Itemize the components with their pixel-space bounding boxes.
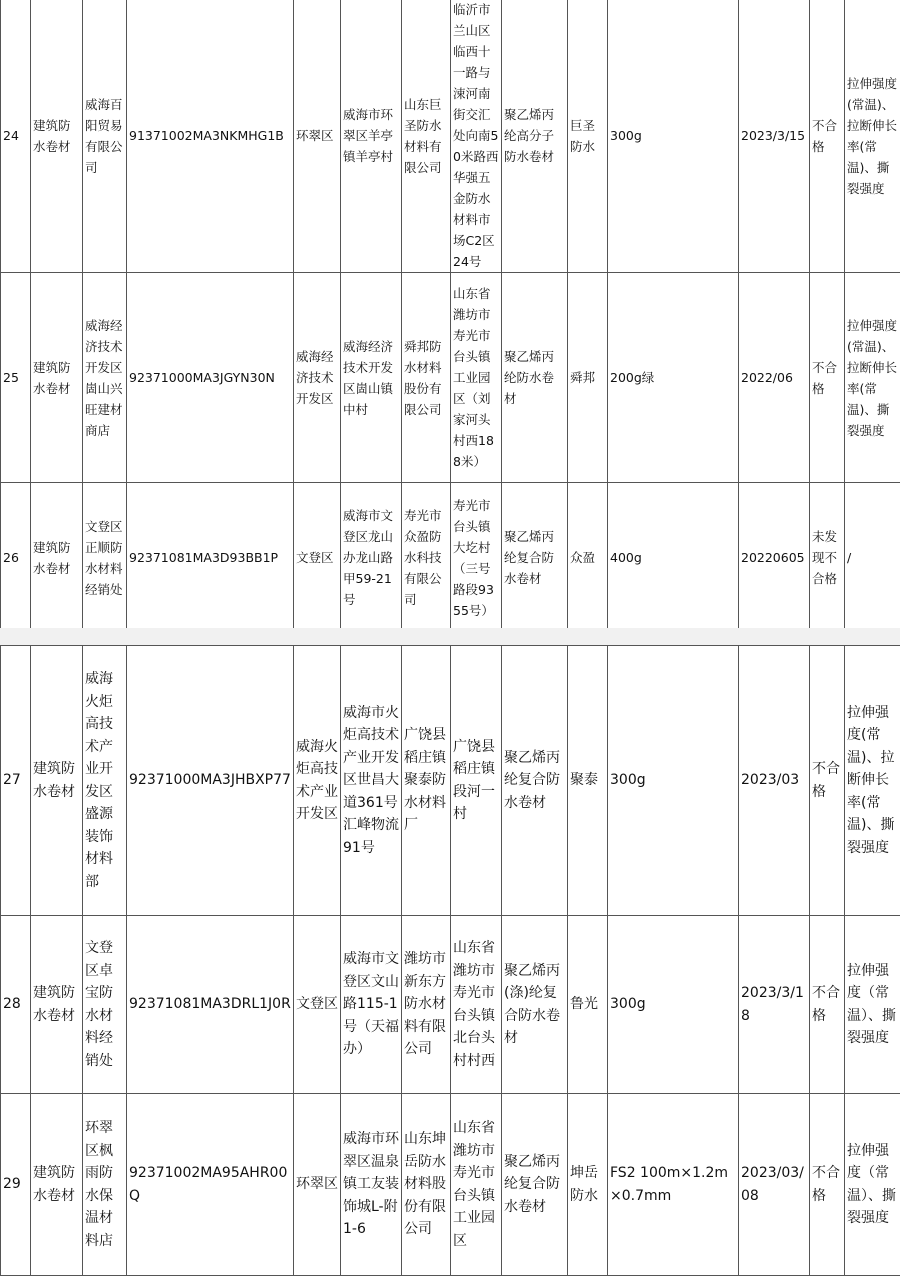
credit-code: 91371002MA3NKMHG1B bbox=[127, 0, 294, 273]
table-row bbox=[1, 483, 900, 633]
district: 文登区 bbox=[294, 483, 341, 633]
seller-name: 威海经济技术开发区崮山兴旺建材商店 bbox=[83, 273, 127, 483]
failed-items: 拉伸强度(常温)、拉断伸长率(常温)、撕裂强度 bbox=[845, 0, 900, 273]
product-category: 建筑防水卷材 bbox=[31, 0, 83, 273]
table-row bbox=[1, 0, 900, 273]
district: 环翠区 bbox=[294, 0, 341, 273]
test-result: 未发现不合格 bbox=[810, 483, 845, 633]
credit-code: 92371002MA95AHR00Q bbox=[127, 1094, 294, 1276]
test-result: 不合格 bbox=[810, 273, 845, 483]
district: 文登区 bbox=[294, 916, 341, 1094]
district: 威海经济技术开发区 bbox=[294, 273, 341, 483]
district: 威海火炬高技术产业开发区 bbox=[294, 646, 341, 916]
production-date: 2023/03/08 bbox=[739, 1094, 810, 1276]
row-number: 29 bbox=[1, 1094, 31, 1276]
brand: 舜邦 bbox=[568, 273, 608, 483]
table-row bbox=[1, 1094, 900, 1276]
production-date: 2022/06 bbox=[739, 273, 810, 483]
failed-items: 拉伸强度(常温)、拉断伸长率(常温)、撕裂强度 bbox=[845, 273, 900, 483]
specification: 300g bbox=[608, 646, 739, 916]
manufacturer-address: 广饶县稻庄镇段河一村 bbox=[451, 646, 502, 916]
seller-name: 文登区正顺防水材料经销处 bbox=[83, 483, 127, 633]
table-row bbox=[1, 273, 900, 483]
product-category: 建筑防水卷材 bbox=[31, 646, 83, 916]
manufacturer: 广饶县稻庄镇聚泰防水材料厂 bbox=[402, 646, 451, 916]
credit-code: 92371081MA3D93BB1P bbox=[127, 483, 294, 633]
test-result: 不合格 bbox=[810, 0, 845, 273]
product-name: 聚乙烯丙纶复合防水卷材 bbox=[502, 483, 568, 633]
row-number: 27 bbox=[1, 646, 31, 916]
product-category: 建筑防水卷材 bbox=[31, 483, 83, 633]
brand: 坤岳防水 bbox=[568, 1094, 608, 1276]
table-row bbox=[1, 916, 900, 1094]
seller-name: 威海火炬高技术产业开发区盛源装饰材料部 bbox=[83, 646, 127, 916]
seller-address: 威海经济技术开发区崮山镇中村 bbox=[341, 273, 402, 483]
row-number: 28 bbox=[1, 916, 31, 1094]
product-name: 聚乙烯丙(涤)纶复合防水卷材 bbox=[502, 916, 568, 1094]
page-gap bbox=[0, 628, 900, 645]
manufacturer: 山东巨圣防水材料有限公司 bbox=[402, 0, 451, 273]
row-number: 26 bbox=[1, 483, 31, 633]
product-name: 聚乙烯丙纶复合防水卷材 bbox=[502, 1094, 568, 1276]
row-number: 24 bbox=[1, 0, 31, 273]
production-date: 20220605 bbox=[739, 483, 810, 633]
manufacturer-address: 山东省潍坊市寿光市台头镇工业园区（刘家河头村西188米） bbox=[451, 273, 502, 483]
seller-address: 威海市火炬高技术产业开发区世昌大道361号汇峰物流91号 bbox=[341, 646, 402, 916]
manufacturer: 寿光市众盈防水科技有限公司 bbox=[402, 483, 451, 633]
brand: 聚泰 bbox=[568, 646, 608, 916]
seller-name: 威海百阳贸易有限公司 bbox=[83, 0, 127, 273]
failed-items: 拉伸强度(常温)、拉断伸长率(常温)、撕裂强度 bbox=[845, 646, 900, 916]
production-date: 2023/3/18 bbox=[739, 916, 810, 1094]
product-category: 建筑防水卷材 bbox=[31, 916, 83, 1094]
product-name: 聚乙烯丙纶复合防水卷材 bbox=[502, 646, 568, 916]
manufacturer: 潍坊市新东方防水材料有限公司 bbox=[402, 916, 451, 1094]
failed-items: / bbox=[845, 483, 900, 633]
product-category: 建筑防水卷材 bbox=[31, 273, 83, 483]
seller-address: 威海市环翠区羊亭镇羊亭村 bbox=[341, 0, 402, 273]
inspection-table-top bbox=[0, 0, 900, 633]
brand: 巨圣防水 bbox=[568, 0, 608, 273]
failed-items: 拉伸强度（常温）、撕裂强度 bbox=[845, 916, 900, 1094]
brand: 众盈 bbox=[568, 483, 608, 633]
production-date: 2023/3/15 bbox=[739, 0, 810, 273]
manufacturer-address: 临沂市兰山区临西十一路与涑河南街交汇处向南50米路西华强五金防水材料市场C2区24号 bbox=[451, 0, 502, 273]
inspection-table-bottom bbox=[0, 645, 900, 1276]
specification: 200g绿 bbox=[608, 273, 739, 483]
manufacturer-address: 山东省潍坊市寿光市台头镇北台头村村西 bbox=[451, 916, 502, 1094]
seller-name: 环翠区枫雨防水保温材料店 bbox=[83, 1094, 127, 1276]
brand: 鲁光 bbox=[568, 916, 608, 1094]
test-result: 不合格 bbox=[810, 646, 845, 916]
table-row bbox=[1, 646, 900, 916]
specification: 300g bbox=[608, 916, 739, 1094]
specification: 300g bbox=[608, 0, 739, 273]
credit-code: 92371000MA3JGYN30N bbox=[127, 273, 294, 483]
specification: 400g bbox=[608, 483, 739, 633]
manufacturer-address: 山东省潍坊市寿光市台头镇工业园区 bbox=[451, 1094, 502, 1276]
seller-name: 文登区卓宝防水材料经销处 bbox=[83, 916, 127, 1094]
test-result: 不合格 bbox=[810, 916, 845, 1094]
production-date: 2023/03 bbox=[739, 646, 810, 916]
seller-address: 威海市环翠区温泉镇工友装饰城L-附1-6 bbox=[341, 1094, 402, 1276]
test-result: 不合格 bbox=[810, 1094, 845, 1276]
seller-address: 威海市文登区文山路115-1号（天福办） bbox=[341, 916, 402, 1094]
failed-items: 拉伸强度（常温）、撕裂强度 bbox=[845, 1094, 900, 1276]
district: 环翠区 bbox=[294, 1094, 341, 1276]
credit-code: 92371081MA3DRL1J0R bbox=[127, 916, 294, 1094]
product-category: 建筑防水卷材 bbox=[31, 1094, 83, 1276]
product-name: 聚乙烯丙纶高分子防水卷材 bbox=[502, 0, 568, 273]
manufacturer: 舜邦防水材料股份有限公司 bbox=[402, 273, 451, 483]
specification: FS2 100m×1.2m×0.7mm bbox=[608, 1094, 739, 1276]
manufacturer-address: 寿光市台头镇大圪村（三号路段9355号） bbox=[451, 483, 502, 633]
manufacturer: 山东坤岳防水材料股份有限公司 bbox=[402, 1094, 451, 1276]
product-name: 聚乙烯丙纶防水卷材 bbox=[502, 273, 568, 483]
row-number: 25 bbox=[1, 273, 31, 483]
seller-address: 威海市文登区龙山办龙山路甲59-21号 bbox=[341, 483, 402, 633]
credit-code: 92371000MA3JHBXP77 bbox=[127, 646, 294, 916]
